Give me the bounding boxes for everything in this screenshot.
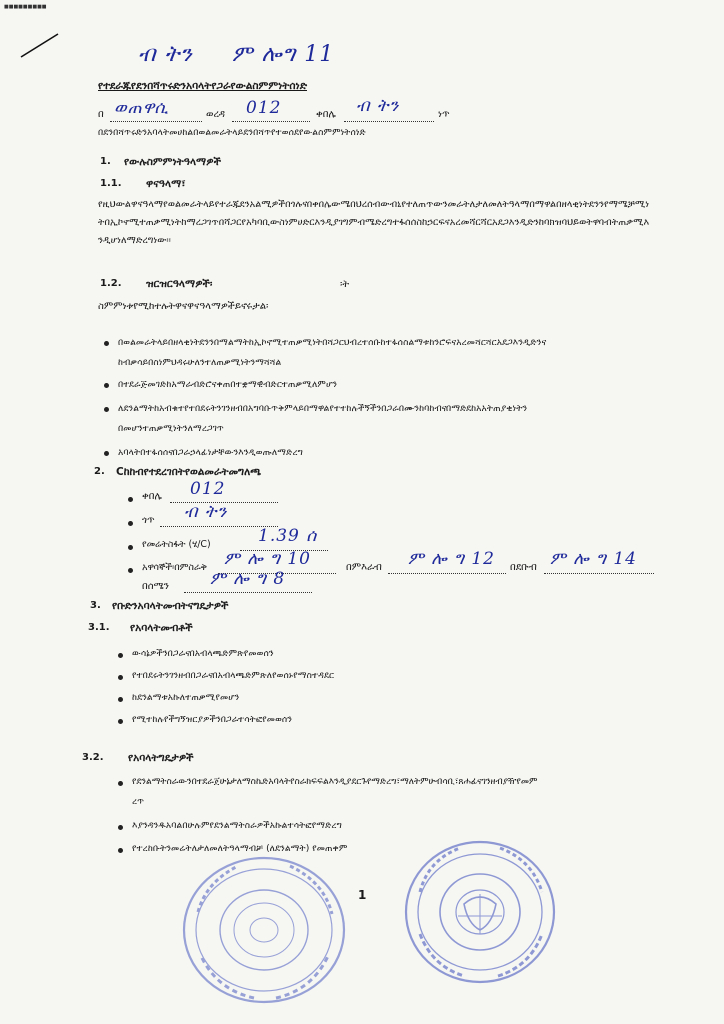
section-3-number: 3.	[90, 600, 101, 611]
section-3-2-title: የአባላትግዴታዎች	[128, 752, 194, 764]
list-item-continuation: ረጥ	[132, 796, 145, 807]
handwritten-north-border: ም ሎ ግ 8	[210, 569, 286, 589]
handwritten-kebele: 012	[190, 479, 226, 499]
handwritten-from-kebele: ብ ትን	[356, 96, 400, 116]
section-1-2-title: ዝርዝርዓላማዎች፡	[146, 278, 213, 290]
document-title: የተደራጁየደንበሻጥሩድንአባላትየጋራየውልስምምነትሰነድ	[98, 80, 307, 92]
handwritten-zone: 012	[246, 98, 282, 118]
handwritten-house: ብ ትን	[184, 502, 228, 522]
zone-label: ወረዳ	[206, 109, 225, 120]
area-label: የመሬትስፋት (ሄ/C)	[142, 539, 211, 550]
west-border-line	[388, 573, 506, 574]
bullet-dot	[118, 697, 123, 702]
section-1-1-title: ዋናዓላማ፣	[146, 178, 186, 190]
south-border-line	[544, 573, 654, 574]
section-3-2-number: 3.2.	[82, 752, 104, 763]
section-1-1-text: የዚህውልዋናዓላማየወልመራትላይየተራጁደንአልሚዎችበጎሉናበቀበሌውሜበህረሰብውብኒየተለጠጥውንመራትለታለመለትዓላማበማዋልበዘላቂነትደንንየማሜቻሚነትበኢኮኖሚተጠቃሚነትከማረጋገጥበሻጋርየአካባቢውስነምሀድርእንዲያገግምብሜድረግተፋሰሰስከኃርፍናአረመሻርሻርአደጋእንዲድንከባክዝባህይወትዋባብትጠቃሚእንዲሆነለማድረግነው፡፡	[98, 199, 650, 246]
bullet-dot	[128, 568, 133, 573]
bullet-dot	[104, 341, 109, 346]
bullet-dot	[128, 521, 133, 526]
house-label: ጎጥ	[142, 515, 155, 526]
kebele-label-top: ቀበሌ	[316, 109, 336, 120]
list-item: እያንዳንዱአባልበሁሉምየደንልማትስራዎችአኩልተሳትፎየማድረግ	[132, 820, 342, 831]
bullet-dot	[118, 719, 123, 724]
list-item: በተደራጅመገድከአማራብድሮናቀጠበተቋማዊብድርተጠቃሚለምሆን	[118, 379, 338, 390]
from-name-line	[110, 121, 202, 122]
section-3-title: የቡድንአባላትመብትናግዴታዎች	[112, 600, 229, 612]
list-item: የተበደሩትንገንዘብበጋራናበአብላጫድምጽለየወሰኑየማስተዳደር	[132, 670, 335, 681]
bullet-dot	[104, 451, 109, 456]
east-border-label: አዋሳኞች፡በምስራቅ	[142, 562, 207, 573]
list-item: አባላትበተፋሰሰናበጋራኃላፊነታቸውንእንዲወጡለማድረግ	[118, 447, 303, 458]
section-1-title: የውሉስምምነትዓላማዎች	[124, 156, 221, 168]
handwritten-header-number: ም ሎግ 11	[232, 42, 335, 67]
west-border-label: በምእራብ	[346, 562, 382, 573]
section-1-2-number: 1.2.	[100, 278, 122, 289]
from-suffix: ነጥ	[438, 109, 450, 120]
handwritten-east-border: ም ሎ ግ 10	[224, 549, 311, 569]
handwritten-south-border: ም ሎ ግ 14	[550, 549, 637, 569]
bullet-dot	[118, 781, 123, 786]
list-item: ለደንልማትከአብቁተየተበደሩትንገንዘብበአግባቡጥቅምላይበማዋልየተተከሉችኝችንበጋራበሙንከባከብናበማድደከአአትጠያቂነትን	[118, 403, 528, 414]
list-item: ውሳኔዎችንበጋራናበአብላጫድምጽየመወሰን	[132, 648, 274, 659]
bullet-dot	[128, 545, 133, 550]
section-3-1-number: 3.1.	[88, 622, 110, 633]
list-item-continuation: በመሆንተጠቃሚነትንለማረጋገጥ	[118, 423, 224, 434]
section-2-number: 2.	[94, 466, 105, 477]
corner-mark: ■■■■■■■■■	[4, 4, 47, 10]
section-1-2-intro: ስምምነቱየሚከተሉትዋናዋናዓላማዎችይኖሩታል፡	[98, 301, 269, 312]
bullet-dot	[104, 383, 109, 388]
section-2-title: Cከከብየተደረገበትየወልመራትመግለጫ	[116, 466, 262, 478]
section-1-2-extra-mark: ፡ት	[340, 279, 350, 290]
section-1-1-number: 1.1.	[100, 178, 122, 189]
south-border-label: በደቡብ	[510, 562, 537, 573]
kebele-line-top	[344, 121, 434, 122]
list-item: ከደንልማቱአኩለተጠቃሚየመሆን	[132, 692, 240, 703]
official-seal-left	[178, 852, 350, 1008]
intro-line: በደንበሻጥሩድንአባላትመሀከልበወልመራትላይደንበሻጥየተወሰደየውልስምምነትሰነድ	[98, 127, 366, 138]
bullet-dot	[118, 825, 123, 830]
from-prefix: በ	[98, 109, 104, 120]
zone-line	[232, 121, 310, 122]
list-item: በወልመራትላይበዘላቂነትደንንበማልማትከኢኮኖሚተጠቃሚነትበሻጋርህብረተሰቡከተፋሰስልማቱከንሮፍናአረመሻርሻርአደጋእንዲድንና	[118, 337, 547, 348]
official-seal-right	[402, 838, 558, 986]
bullet-dot	[118, 675, 123, 680]
handwritten-header-name: ብ ትን	[138, 42, 193, 67]
handwritten-area: 1.39 ሰ	[258, 526, 318, 546]
bullet-dot	[128, 497, 133, 502]
section-1-number: 1.	[100, 156, 111, 167]
handwritten-from-name: ወጠዋሲ	[114, 98, 169, 118]
north-border-label: በሰሜን	[142, 581, 169, 592]
kebele-label: ቀበሌ	[142, 491, 162, 502]
handwritten-west-border: ም ሎ ግ 12	[408, 549, 495, 569]
list-item: የደንልማትስራውንበተደራጀሁኔታለማስኬድአባላትየስራክፍፍልእንዲያደርጉየማድረግ፣ማለትምሁብሳቢ፣ጸሐፊናገንዘብያዥየመም	[132, 777, 538, 787]
bullet-dot	[118, 653, 123, 658]
list-item: የሚተከሉየችግኝዝርያዎችንበጋራተሳትፎየመወሰን	[132, 714, 293, 725]
bullet-dot	[104, 407, 109, 412]
north-border-line	[184, 592, 312, 593]
list-item: የተረከቡትንመሬትለታለመለትዓላማብቻ (ለደንልማት) የመጠቀም	[132, 843, 348, 854]
page-number: 1	[358, 888, 367, 902]
bullet-dot	[118, 848, 123, 853]
handwritten-slash-mark	[18, 30, 63, 60]
list-item-continuation: ከብቃሳይበስነምህዳሩሁለንተለጠቃሚነትንማሻሻል	[118, 357, 282, 368]
section-3-1-title: የአባላትመብቶች	[130, 622, 193, 634]
